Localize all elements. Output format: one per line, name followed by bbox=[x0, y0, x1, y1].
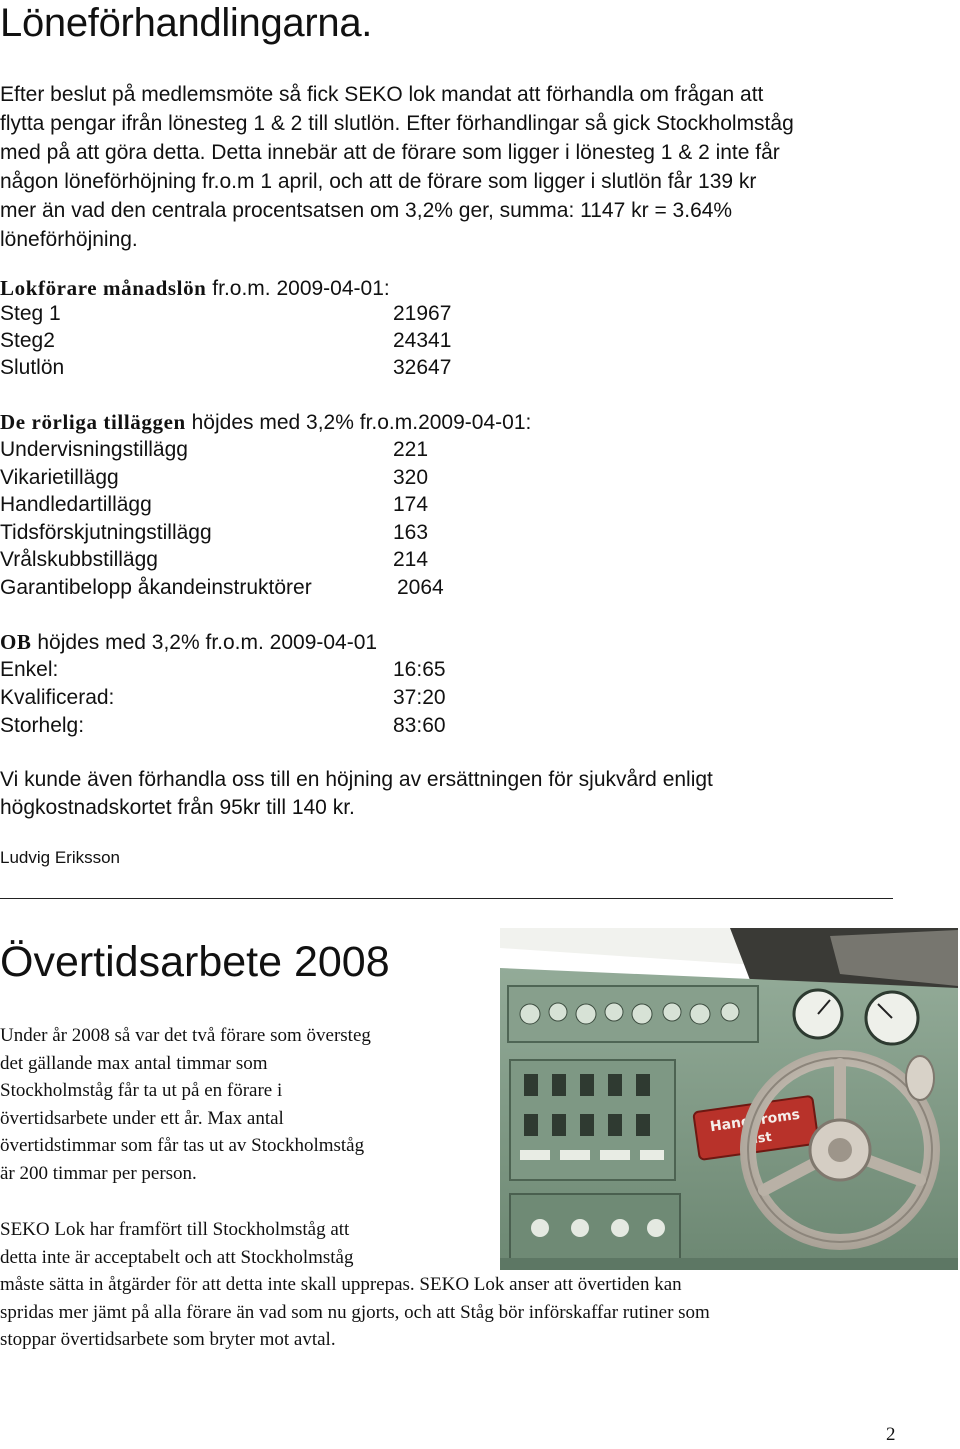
ob-heading-bold: OB bbox=[0, 630, 32, 654]
sickcare-line: Vi kunde även förhandla oss till en höjning av ersättningen för sjukvård enligt bbox=[0, 768, 713, 791]
overtime-line: stoppar övertidsarbete som bryter mot avtal. bbox=[0, 1329, 336, 1350]
allowance-value: 163 bbox=[393, 521, 429, 544]
intro-line: flytta pengar ifrån lönesteg 1 & 2 till slutlön. Efter förhandlingar så gick Stockholmståg bbox=[0, 112, 794, 135]
overtime-line: övertidstimmar som får tas ut av Stockholmståg bbox=[0, 1135, 365, 1156]
intro-line: Efter beslut på medlemsmöte så fick SEKO lok mandat att förhandla om frågan att bbox=[0, 83, 764, 106]
allowance-value: 174 bbox=[393, 493, 429, 516]
overtime-line: övertidsarbete under ett år. Max antal bbox=[0, 1107, 284, 1129]
allowances-heading-rest: höjdes med 3,2% fr.o.m.2009-04-01: bbox=[185, 411, 532, 434]
intro-line: löneförhöjning. bbox=[0, 228, 138, 251]
ob-label: Storhelg: bbox=[0, 714, 85, 737]
ob-heading bbox=[0, 628, 377, 657]
locomotive-control-panel-photo bbox=[500, 928, 958, 1270]
ob-value: 37:20 bbox=[393, 686, 446, 709]
allowances-heading bbox=[0, 408, 531, 437]
overtime-line: måste sätta in åtgärder för att detta inte skall upprepas. SEKO Lok anser att övertiden kan bbox=[0, 1274, 682, 1295]
salary-value: 21967 bbox=[393, 302, 452, 325]
salary-value: 32647 bbox=[393, 356, 452, 379]
salary-label: Steg2 bbox=[0, 329, 55, 352]
overtime-line: är 200 timmar per person. bbox=[0, 1162, 197, 1184]
salary-heading-rest: fr.o.m. 2009-04-01: bbox=[206, 277, 390, 300]
page-number: 2 bbox=[886, 1424, 896, 1445]
allowance-label: Handledartillägg bbox=[0, 493, 152, 516]
signature: Ludvig Eriksson bbox=[0, 848, 121, 867]
allowance-label: Garantibelopp åkandeinstruktörer bbox=[0, 576, 312, 599]
allowances-heading-bold: De rörliga tilläggen bbox=[0, 410, 186, 434]
overtime-line: spridas mer jämt på alla förare än vad som nu gjorts, och att Ståg bör införskaffar rutiner som bbox=[0, 1301, 710, 1323]
salary-label: Steg 1 bbox=[0, 302, 61, 325]
ob-label: Kvalificerad: bbox=[0, 686, 115, 709]
salary-value: 24341 bbox=[393, 329, 452, 352]
plate-text-line-1: Handbroms bbox=[709, 1106, 802, 1136]
ob-value: 16:65 bbox=[393, 658, 446, 681]
ob-label: Enkel: bbox=[0, 658, 59, 681]
allowance-label: Undervisningstillägg bbox=[0, 438, 188, 461]
sickcare-line: högkostnadskortet från 95kr till 140 kr. bbox=[0, 796, 355, 819]
salary-heading-bold: Lokförare månadslön bbox=[0, 276, 207, 300]
salary-heading bbox=[0, 274, 390, 303]
overtime-line: detta inte är acceptabelt och att Stockholmståg bbox=[0, 1246, 354, 1268]
ob-heading-rest: höjdes med 3,2% fr.o.m. 2009-04-01 bbox=[31, 631, 378, 654]
overtime-title: Övertidsarbete 2008 bbox=[0, 938, 390, 986]
overtime-line: Stockholmståg får ta ut på en förare i bbox=[0, 1080, 283, 1101]
allowance-value: 214 bbox=[393, 548, 429, 571]
allowance-label: Tidsförskjutningstillägg bbox=[0, 521, 212, 544]
plate-text-line-2: fast bbox=[742, 1129, 773, 1149]
overtime-line: det gällande max antal timmar som bbox=[0, 1052, 268, 1074]
allowance-value: 221 bbox=[393, 438, 429, 461]
sickcare-paragraph bbox=[0, 766, 713, 822]
overtime-line: SEKO Lok har framfört till Stockholmståg att bbox=[0, 1219, 350, 1240]
page-title: Löneförhandlingarna. bbox=[0, 1, 373, 45]
allowance-value: 2064 bbox=[397, 576, 444, 599]
intro-paragraph bbox=[0, 80, 950, 254]
allowance-value: 320 bbox=[393, 466, 429, 489]
intro-line: någon löneförhöjning fr.o.m 1 april, och att de förare som ligger i slutlön får 139 kr bbox=[0, 170, 757, 193]
intro-line: mer än vad den centrala procentsatsen om 3,2% ger, summa: 1147 kr = 3.64% bbox=[0, 199, 733, 222]
allowance-label: Vikarietillägg bbox=[0, 466, 119, 489]
section-divider bbox=[0, 898, 893, 899]
salary-label: Slutlön bbox=[0, 356, 65, 379]
ob-value: 83:60 bbox=[393, 714, 446, 737]
overtime-paragraph-1 bbox=[0, 1022, 490, 1187]
overtime-line: Under år 2008 så var det två förare som översteg bbox=[0, 1025, 371, 1046]
intro-line: med på att göra detta. Detta innebär att de förare som ligger i lönesteg 1 & 2 inte får bbox=[0, 141, 780, 164]
allowance-label: Vrålskubbstillägg bbox=[0, 548, 158, 571]
